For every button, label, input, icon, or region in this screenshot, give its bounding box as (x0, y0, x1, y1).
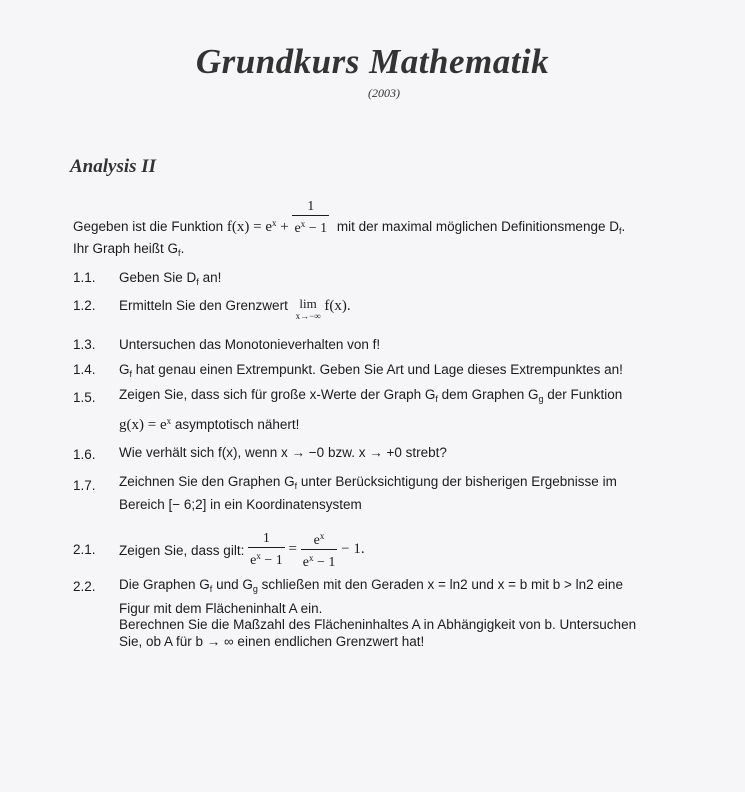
task-text-line-2: Bereich [− 6;2] in ein Koordinatensystem (119, 497, 362, 512)
task-number: 1.4. (73, 362, 96, 377)
task-text: Zeichnen Sie den Graphen $G_f$ unter Berücksichtigung der bisherigen Ergebnisse im (119, 474, 617, 491)
task-number: 1.3. (73, 337, 96, 352)
task-text-line-4: Sie, ob A für b → ∞ einen endlichen Grenzwert hat! (119, 634, 425, 649)
task-text: Zeigen Sie, dass sich für große x-Werte der Graph $G_f$ dem Graphen $G_g$ der Funktion (119, 387, 623, 404)
task-text: Zeigen Sie, dass gilt: $\frac{1}{e^x - 1}$ = $\frac{e^x}{e^x - 1}$ − 1. (119, 528, 365, 571)
task-number: 2.2. (73, 579, 96, 594)
year-label: (2003) (368, 86, 400, 100)
task-number: 1.5. (73, 390, 96, 405)
task-text: Die Graphen $G_f$ und $G_g$ schließen mit den Geraden x = ln2 und x = b mit b > ln2 eine (119, 577, 623, 594)
section-heading: Analysis II (70, 156, 157, 177)
task-number: 2.1. (73, 542, 96, 557)
task-text: $G_f$ hat genau einen Extrempunkt. Geben Sie Art und Lage dieses Extrempunktes an! (119, 362, 623, 379)
task-text: Ermitteln Sie den Grenzwert lim x→−∞ f(x). (119, 296, 351, 321)
task-text-line-2: Figur mit dem Flächeninhalt A ein. (119, 601, 323, 616)
task-number: 1.6. (73, 447, 96, 462)
intro-text-1: Gegeben ist die Funktion (73, 218, 224, 234)
fraction-left: $\frac{1}{e^x - 1}$ (250, 530, 283, 568)
task-text: Wie verhält sich f(x), wenn x → −0 bzw. x → +0 strebt? (119, 445, 447, 460)
task-number: 1.2. (73, 298, 96, 313)
page-title: Grundkurs Mathematik (195, 42, 550, 81)
intro-text-2: mit der maximal möglichen Definitionsmenge $D_f$. (336, 218, 626, 236)
fraction-right: $\frac{e^x}{e^x - 1}$ (301, 528, 338, 571)
limit-expression: lim x→−∞ (295, 296, 321, 321)
intro-line-2: Ihr Graph heißt $G_f$. (73, 241, 185, 258)
intro-line-1 (73, 199, 625, 237)
task-text: Geben Sie $D_f$ an! (119, 270, 222, 287)
function-fraction: $\frac{1}{e^x - 1}$ (294, 199, 328, 236)
task-text-line-3: Berechnen Sie die Maßzahl des Flächeninhaltes A in Abhängigkeit von b. Untersuchen (119, 617, 637, 632)
task-text: Untersuchen das Monotonieverhalten von f! (119, 337, 381, 352)
task-text-line-2: $g(x) = e^x$ asymptotisch nähert! (119, 416, 300, 433)
function-definition: $f(x) = e^x$ + (226, 217, 289, 235)
task-number: 1.1. (73, 270, 96, 285)
task-number: 1.7. (73, 478, 96, 493)
